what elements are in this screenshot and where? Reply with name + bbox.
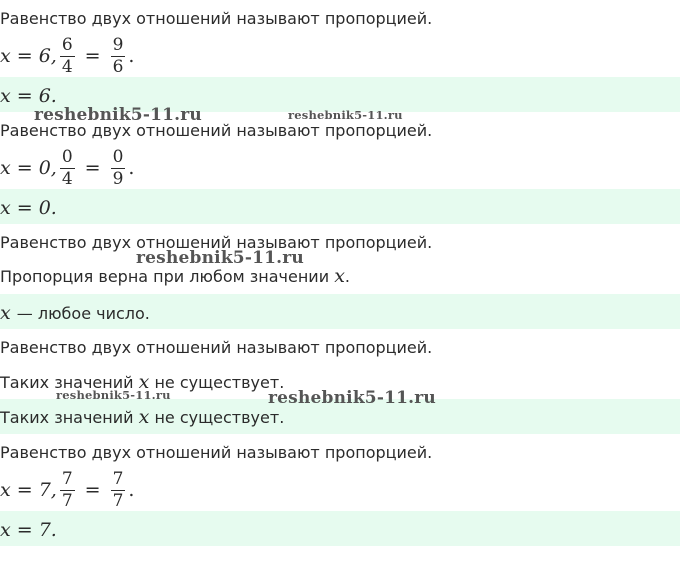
- note-any-value: Пропорция верна при любом значении x.: [0, 265, 351, 287]
- fraction-left: $\frac{7}{7}$: [61, 468, 73, 511]
- equals-sign: =: [84, 157, 101, 179]
- x-value-label: x = 6,: [0, 45, 57, 67]
- fraction-right: $\frac{0}{9}$: [112, 146, 124, 189]
- answer-band-2: [0, 189, 680, 224]
- answer-3: x — любое число.: [0, 302, 150, 324]
- fraction-right: $\frac{9}{6}$: [112, 34, 124, 77]
- watermark: reshebnik5-11.ru: [136, 248, 304, 268]
- watermark: reshebnik5-11.ru: [288, 108, 403, 122]
- proportion-definition-2: Равенство двух отношений называют пропорцией.: [0, 121, 433, 140]
- answer-5: x = 7.: [0, 519, 57, 541]
- proportion-formula-5: x = 7, $\frac{7}{7}$ = $\frac{7}{7}$ .: [0, 468, 135, 511]
- watermark: reshebnik5-11.ru: [56, 388, 171, 402]
- watermark: reshebnik5-11.ru: [34, 105, 202, 125]
- proportion-formula-2: x = 0, $\frac{0}{4}$ = $\frac{0}{9}$ .: [0, 146, 135, 189]
- x-value-label: x = 0,: [0, 157, 57, 179]
- proportion-definition-4: Равенство двух отношений называют пропорцией.: [0, 338, 433, 357]
- answer-4: Таких значений x не существует.: [0, 406, 285, 428]
- watermark: reshebnik5-11.ru: [268, 388, 436, 408]
- answer-2: x = 0.: [0, 197, 57, 219]
- proportion-definition-1: Равенство двух отношений называют пропорцией.: [0, 9, 433, 28]
- fraction-left: $\frac{6}{4}$: [61, 34, 73, 77]
- x-value-label: x = 7,: [0, 479, 57, 501]
- answer-1: x = 6.: [0, 85, 57, 107]
- proportion-definition-3: Равенство двух отношений называют пропорцией.: [0, 233, 433, 252]
- equals-sign: =: [84, 479, 101, 501]
- proportion-formula-1: x = 6, $\frac{6}{4}$ = $\frac{9}{6}$ .: [0, 34, 135, 77]
- fraction-left: $\frac{0}{4}$: [61, 146, 73, 189]
- fraction-right: $\frac{7}{7}$: [112, 468, 124, 511]
- equals-sign: =: [84, 45, 101, 67]
- proportion-definition-5: Равенство двух отношений называют пропорцией.: [0, 443, 433, 462]
- answer-band-5: [0, 511, 680, 546]
- note-no-values: Таких значений x не существует.: [0, 371, 285, 393]
